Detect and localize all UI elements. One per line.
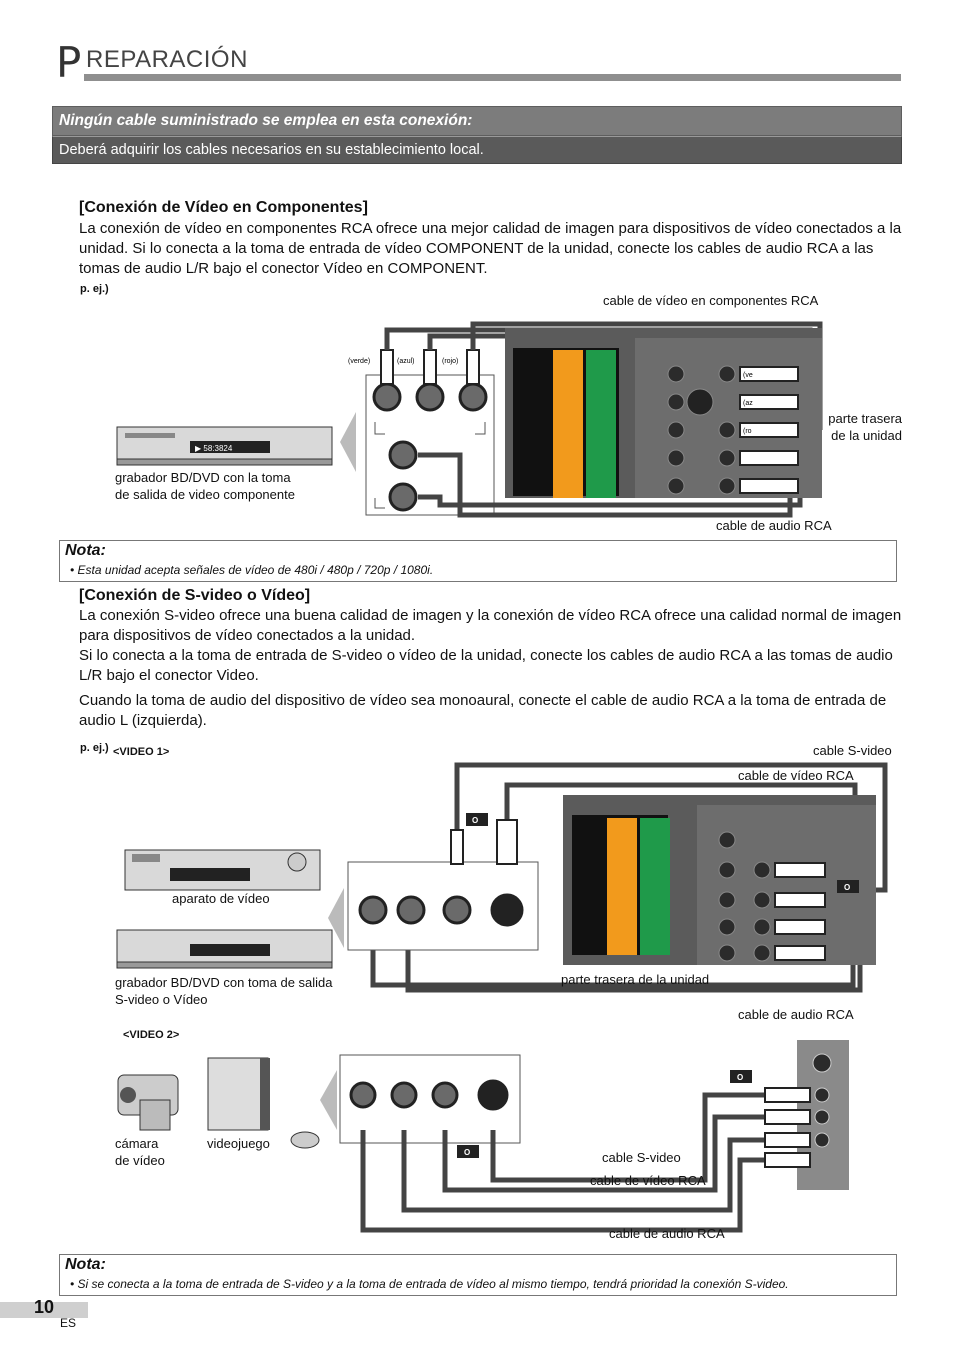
video-cable-label: cable de vídeo RCA [738,768,854,783]
rear-unit-label-1: parte trasera de la unidad [828,411,902,443]
connection-arrow-3 [320,1070,337,1130]
bd-recorder-device [117,427,332,465]
section2-body3: Cuando la toma de audio del dispositivo de vídeo sea monoaural, conecte el cable de audio RCA a la toma de entrada de audio L (izquierda). [79,692,887,729]
bd-recorder-device-2 [117,930,332,968]
component-cable-label: cable de vídeo en componentes RCA [603,293,819,308]
title-rule [84,74,901,81]
nota1-title: Nota: [65,542,106,559]
banner-title: Ningún cable suministrado se emplea en esta conexión: [52,106,902,136]
o-marker-2: O [844,883,851,892]
nota2-title: Nota: [65,1256,106,1273]
page-number: 10 [34,1297,55,1317]
connection-arrow [340,412,356,472]
audio-cable-label-3: cable de audio RCA [609,1226,725,1241]
video2-label: <VIDEO 2> [123,1029,180,1041]
verde-label: (verde) [348,358,371,365]
svideo-cable-label-2: cable S-video [602,1150,681,1165]
section1-example: p. ej.) [80,283,109,295]
title-initial: P [56,38,82,87]
nota2-text: Si se conecta a la toma de entrada de S-video y a la toma de entrada de vídeo al mismo tiempo, tendrá prioridad la conexión S-video. [77,1277,789,1291]
ve-label: (ve [743,372,753,379]
o-marker-4: O [737,1073,744,1082]
vcr-device [125,850,320,890]
section2-body1: La conexión S-video ofrece una buena calidad de imagen y la conexión de vídeo RCA ofrece una calidad normal de imagen para dispositivos de vídeo conectados a la unidad. [79,607,902,644]
page-title: REPARACIÓN [86,46,248,73]
nota1-text: Esta unidad acepta señales de vídeo de 480i / 480p / 720p / 1080i. [77,563,434,577]
banner-subtitle: Deberá adquirir los cables necesarios en su establecimiento local. [52,136,902,164]
ro-label: (ro [743,428,752,435]
bd-device-2-label: grabador BD/DVD con toma de salida S-video o Vídeo [115,975,333,1007]
section2-heading: [Conexión de S-video o Vídeo] [79,587,311,604]
section2-body2: Si lo conecta a la toma de entrada de S-video o vídeo de la unidad, conecte los cables de audio RCA a las tomas de audio L/R bajo el conector Video. [79,647,893,684]
rojo-label: (rojo) [442,358,459,365]
rear-unit-label-2: parte trasera de la unidad [561,972,710,987]
device-display: ▶ 58:3824 [195,444,233,453]
section2-example: p. ej.) [80,742,109,754]
svideo-cable-label: cable S-video [813,743,892,758]
bd-device-label: grabador BD/DVD con la toma de salida de video componente [115,470,295,502]
section1-heading: [Conexión de Vídeo en Componentes] [79,199,368,216]
nota2-item: • Si se conecta a la toma de entrada de S-video y a la toma de entrada de vídeo al mismo tiempo, tendrá prioridad la conexión S-video. [70,1277,789,1291]
vcr-label: aparato de vídeo [172,891,270,906]
camcorder-device [118,1075,178,1130]
audio-cable-label-2: cable de audio RCA [738,1007,854,1022]
video1-label: <VIDEO 1> [113,746,170,758]
nota2-box [59,1254,897,1296]
az-label: (az [743,400,753,407]
language-code: ES [60,1316,77,1330]
o-marker-3: O [464,1148,471,1157]
o-marker-1: O [472,816,479,825]
video-cable-label-2: cable de vídeo RCA [590,1173,706,1188]
nota1-item: • Esta unidad acepta señales de vídeo de 480i / 480p / 720p / 1080i. [70,563,434,577]
console-label: videojuego [207,1136,270,1151]
nota1-box [59,540,897,582]
audio-cable-label-1: cable de audio RCA [716,518,832,533]
banner [52,106,902,164]
azul-label: (azul) [397,358,415,365]
camcorder-label: cámara de vídeo [115,1136,165,1168]
section1-body: La conexión de vídeo en componentes RCA ofrece una mejor calidad de imagen para dispositivos de vídeo conectados a la unidad. Si lo conecta a la toma de entrada de vídeo COMPONENT de la unidad, conecte los cables de audio RCA a las tomas de audio L/R bajo el conector Vídeo en COMPONENT. [79,220,902,277]
